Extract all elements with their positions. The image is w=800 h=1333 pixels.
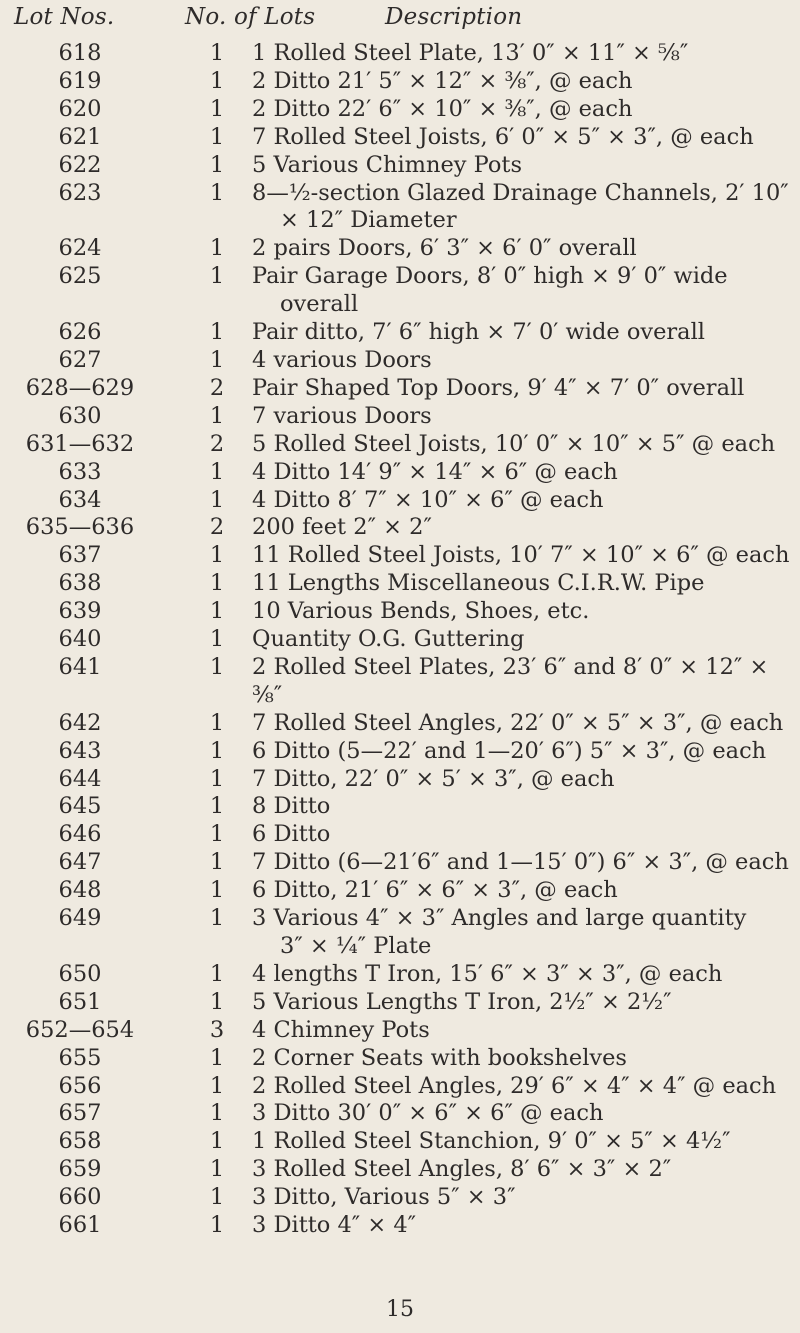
lot-number: 642	[58, 709, 102, 736]
description-text: 10 Various Bends, Shoes, etc.	[252, 598, 590, 625]
lot-count: 2	[209, 430, 225, 457]
lot-description	[252, 570, 792, 598]
lot-row	[0, 654, 800, 710]
lot-count: 1	[209, 95, 225, 122]
lot-description	[252, 654, 792, 710]
description-text: 3 Various 4″ × 3″ Angles and large quantity	[252, 905, 747, 932]
lot-row	[0, 1128, 800, 1156]
description-text: 7 Rolled Steel Angles, 22′ 0″ × 5″ × 3″, @ each	[252, 709, 784, 736]
lot-count: 1	[209, 626, 225, 653]
lot-description	[252, 1128, 792, 1156]
lot-row	[0, 626, 800, 654]
lot-count: 1	[209, 458, 225, 485]
lot-row	[0, 877, 800, 905]
description-text: 7 Rolled Steel Joists, 6′ 0″ × 5″ × 3″, @ each	[252, 123, 754, 150]
lot-number: 619	[58, 67, 102, 94]
lot-row	[0, 821, 800, 849]
description-continuation: 3″ × ¼″ Plate	[280, 933, 432, 959]
lot-description	[252, 68, 792, 96]
lot-number: 624	[58, 235, 102, 262]
lot-row	[0, 1212, 800, 1240]
lot-row	[0, 570, 800, 598]
lot-description	[252, 96, 792, 124]
lot-count: 1	[209, 1212, 225, 1239]
description-text: 2 Ditto 21′ 5″ × 12″ × ⅜″, @ each	[252, 67, 633, 94]
lot-number: 630	[58, 402, 102, 429]
lot-row	[0, 319, 800, 347]
lot-number: 635—636	[25, 514, 135, 541]
lot-count: 1	[209, 960, 225, 987]
lot-number: 641	[58, 653, 102, 680]
lot-number: 634	[58, 486, 102, 513]
description-text: Pair Garage Doors, 8′ 0″ high × 9′ 0″ wide	[252, 263, 728, 290]
lot-row	[0, 905, 800, 961]
lot-row	[0, 96, 800, 124]
lot-number: 651	[58, 988, 102, 1015]
lot-number: 633	[58, 458, 102, 485]
lot-row	[0, 542, 800, 570]
lot-description	[252, 347, 792, 375]
lot-count: 1	[209, 235, 225, 262]
lot-number: 658	[58, 1128, 102, 1155]
lot-row	[0, 1156, 800, 1184]
lot-list	[0, 40, 800, 1240]
lot-description	[252, 403, 792, 431]
lot-row	[0, 1045, 800, 1073]
description-text: 5 Rolled Steel Joists, 10′ 0″ × 10″ × 5″ @ each	[252, 430, 776, 457]
lot-count: 1	[209, 793, 225, 820]
column-headers	[0, 4, 800, 38]
lot-description	[252, 905, 792, 961]
lot-number: 623	[58, 179, 102, 206]
lot-count: 1	[209, 765, 225, 792]
lot-number: 661	[58, 1212, 102, 1239]
lot-description	[252, 319, 792, 347]
lot-count: 1	[209, 877, 225, 904]
lot-count: 1	[209, 821, 225, 848]
lot-count: 1	[209, 988, 225, 1015]
description-text: 4 lengths T Iron, 15′ 6″ × 3″ × 3″, @ each	[252, 960, 723, 987]
lot-number: 637	[58, 542, 102, 569]
lot-number: 660	[58, 1184, 102, 1211]
lot-description	[252, 989, 792, 1017]
lot-row	[0, 766, 800, 794]
lot-row	[0, 124, 800, 152]
lot-count: 1	[209, 1156, 225, 1183]
lot-row	[0, 431, 800, 459]
lot-number: 639	[58, 598, 102, 625]
lot-count: 1	[209, 402, 225, 429]
description-continuation: × 12″ Diameter	[280, 207, 457, 234]
description-text: 200 feet 2″ × 2″	[252, 514, 432, 541]
lot-number: 625	[58, 263, 102, 290]
lot-description	[252, 459, 792, 487]
lot-row	[0, 235, 800, 263]
lot-count: 1	[209, 319, 225, 346]
description-text: 6 Ditto, 21′ 6″ × 6″ × 3″, @ each	[252, 877, 618, 904]
lot-number: 628—629	[25, 374, 135, 401]
lot-number: 643	[58, 737, 102, 764]
description-text: 3 Ditto, Various 5″ × 3″	[252, 1184, 516, 1211]
lot-row	[0, 263, 800, 319]
lot-description	[252, 1156, 792, 1184]
description-text: 1 Rolled Steel Plate, 13′ 0″ × 11″ × ⅝″	[252, 40, 689, 66]
lot-number: 640	[58, 626, 102, 653]
lot-description	[252, 180, 792, 236]
lot-count: 1	[209, 1128, 225, 1155]
lot-description	[252, 766, 792, 794]
header-description: Description	[385, 4, 523, 30]
lot-count: 1	[209, 1100, 225, 1127]
header-no-of-lots: No. of Lots	[185, 4, 316, 30]
lot-count: 1	[209, 598, 225, 625]
lot-count: 1	[209, 151, 225, 178]
lot-count: 1	[209, 346, 225, 373]
lot-row	[0, 152, 800, 180]
lot-description	[252, 152, 792, 180]
description-text: 3 Ditto 30′ 0″ × 6″ × 6″ @ each	[252, 1100, 604, 1127]
lot-row	[0, 598, 800, 626]
lot-count: 1	[209, 737, 225, 764]
lot-count: 1	[209, 1072, 225, 1099]
lot-description	[252, 40, 792, 68]
lot-description	[252, 1100, 792, 1128]
description-text: 5 Various Lengths T Iron, 2½″ × 2½″	[252, 988, 672, 1015]
lot-description	[252, 821, 792, 849]
lot-number: 650	[58, 960, 102, 987]
lot-count: 1	[209, 905, 225, 932]
description-text: 2 Rolled Steel Angles, 29′ 6″ × 4″ × 4″ @ each	[252, 1072, 777, 1099]
lot-row	[0, 487, 800, 515]
lot-description	[252, 431, 792, 459]
description-text: 7 various Doors	[252, 402, 432, 429]
lot-row	[0, 793, 800, 821]
lot-number: 622	[58, 151, 102, 178]
lot-number: 618	[58, 40, 102, 66]
description-text: 7 Ditto (6—21′6″ and 1—15′ 0″) 6″ × 3″, @ each	[252, 849, 789, 876]
lot-count: 1	[209, 179, 225, 206]
lot-row	[0, 68, 800, 96]
description-text: 6 Ditto	[252, 821, 331, 848]
description-text: 4 various Doors	[252, 346, 432, 373]
lot-count: 2	[209, 374, 225, 401]
description-text: Pair ditto, 7′ 6″ high × 7′ 0′ wide overall	[252, 319, 705, 346]
lot-row	[0, 738, 800, 766]
lot-number: 657	[58, 1100, 102, 1127]
description-text: 3 Rolled Steel Angles, 8′ 6″ × 3″ × 2″	[252, 1156, 672, 1183]
description-text: 2 Rolled Steel Plates, 23′ 6″ and 8′ 0″ × 12″ × ⅜″	[252, 653, 769, 708]
lot-description	[252, 1212, 792, 1240]
lot-number: 626	[58, 319, 102, 346]
lot-count: 1	[209, 653, 225, 680]
lot-description	[252, 487, 792, 515]
lot-row	[0, 514, 800, 542]
lot-description	[252, 542, 792, 570]
lot-count: 1	[209, 123, 225, 150]
lot-row	[0, 375, 800, 403]
lot-number: 646	[58, 821, 102, 848]
lot-number: 644	[58, 765, 102, 792]
lot-description	[252, 1045, 792, 1073]
lot-description	[252, 738, 792, 766]
lot-description	[252, 1073, 792, 1101]
lot-row	[0, 989, 800, 1017]
lot-row	[0, 403, 800, 431]
lot-row	[0, 849, 800, 877]
lot-number: 656	[58, 1072, 102, 1099]
lot-description	[252, 375, 792, 403]
lot-count: 1	[209, 263, 225, 290]
lot-description	[252, 1184, 792, 1212]
description-text: 6 Ditto (5—22′ and 1—20′ 6″) 5″ × 3″, @ each	[252, 737, 767, 764]
lot-count: 3	[209, 1016, 225, 1043]
lot-description	[252, 626, 792, 654]
description-text: 2 pairs Doors, 6′ 3″ × 6′ 0″ overall	[252, 235, 637, 262]
description-text: 4 Chimney Pots	[252, 1016, 430, 1043]
lot-count: 1	[209, 849, 225, 876]
description-text: 11 Lengths Miscellaneous C.I.R.W. Pipe	[252, 570, 705, 597]
lot-number: 649	[58, 905, 102, 932]
lot-count: 1	[209, 709, 225, 736]
description-text: 5 Various Chimney Pots	[252, 151, 523, 178]
lot-number: 652—654	[25, 1016, 135, 1043]
lot-description	[252, 793, 792, 821]
lot-description	[252, 124, 792, 152]
lot-number: 631—632	[25, 430, 135, 457]
lot-count: 1	[209, 1184, 225, 1211]
description-text: Pair Shaped Top Doors, 9′ 4″ × 7′ 0″ overall	[252, 374, 745, 401]
lot-number: 645	[58, 793, 102, 820]
lot-row	[0, 1100, 800, 1128]
page-number: 15	[386, 1297, 414, 1322]
lot-number: 620	[58, 95, 102, 122]
lot-number: 638	[58, 570, 102, 597]
lot-row	[0, 1073, 800, 1101]
description-text: 11 Rolled Steel Joists, 10′ 7″ × 10″ × 6″ @ each	[252, 542, 790, 569]
lot-description	[252, 849, 792, 877]
lot-number: 621	[58, 123, 102, 150]
lot-count: 2	[209, 514, 225, 541]
lot-count: 1	[209, 542, 225, 569]
header-lot-nos: Lot Nos.	[14, 4, 115, 30]
lot-count: 1	[209, 1044, 225, 1071]
description-text: 3 Ditto 4″ × 4″	[252, 1212, 417, 1239]
lot-row	[0, 1184, 800, 1212]
lot-row	[0, 180, 800, 236]
lot-description	[252, 877, 792, 905]
lot-number: 648	[58, 877, 102, 904]
description-text: 7 Ditto, 22′ 0″ × 5′ × 3″, @ each	[252, 765, 615, 792]
description-text: Quantity O.G. Guttering	[252, 626, 525, 653]
lot-number: 659	[58, 1156, 102, 1183]
description-continuation: overall	[280, 291, 359, 318]
lot-count: 1	[209, 570, 225, 597]
lot-description	[252, 1017, 792, 1045]
description-text: 8 Ditto	[252, 793, 331, 820]
description-text: 8—½-section Glazed Drainage Channels, 2′ 10″	[252, 179, 789, 206]
lot-description	[252, 598, 792, 626]
lot-row	[0, 40, 800, 68]
description-text: 2 Ditto 22′ 6″ × 10″ × ⅜″, @ each	[252, 95, 633, 122]
description-text: 4 Ditto 14′ 9″ × 14″ × 6″ @ each	[252, 458, 618, 485]
lot-number: 655	[58, 1044, 102, 1071]
description-text: 4 Ditto 8′ 7″ × 10″ × 6″ @ each	[252, 486, 604, 513]
description-text: 2 Corner Seats with bookshelves	[252, 1044, 627, 1071]
lot-row	[0, 961, 800, 989]
lot-number: 627	[58, 346, 102, 373]
lot-row	[0, 347, 800, 375]
lot-description	[252, 263, 792, 319]
lot-count: 1	[209, 486, 225, 513]
lot-description	[252, 961, 792, 989]
lot-count: 1	[209, 67, 225, 94]
description-text: 1 Rolled Steel Stanchion, 9′ 0″ × 5″ × 4½″	[252, 1128, 731, 1155]
lot-count: 1	[209, 40, 225, 66]
lot-row	[0, 459, 800, 487]
lot-description	[252, 235, 792, 263]
lot-row	[0, 1017, 800, 1045]
lot-number: 647	[58, 849, 102, 876]
lot-row	[0, 710, 800, 738]
lot-description	[252, 710, 792, 738]
lot-description	[252, 514, 792, 542]
